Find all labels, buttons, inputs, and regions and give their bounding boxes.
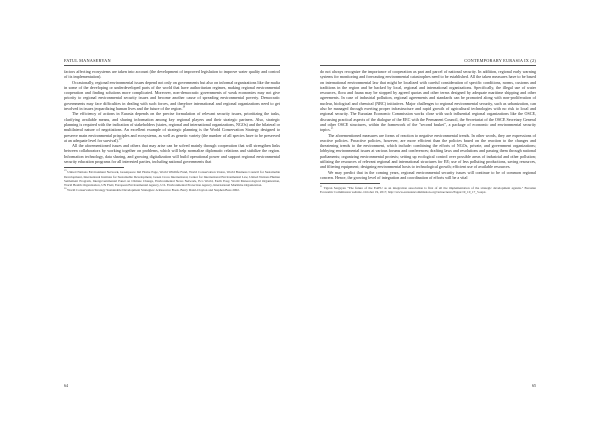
footnote-19 — [64, 169, 280, 186]
left-page — [64, 58, 280, 388]
footnote-rule-right — [320, 183, 380, 184]
running-head-author: FATUL MANASERYAN — [64, 58, 111, 63]
page-number-right: 65 — [532, 383, 536, 388]
footnote-19-number: 19 — [64, 169, 67, 173]
right-page — [320, 58, 536, 388]
footnote-20 — [64, 187, 280, 192]
right-paragraph-2: The aforementioned measures are forms of reaction to negative environmental trends. In other words, they are expressions of reactive policies. Proactive policies, however, are more efficient than the policies based on the reaction to the changes and threatening trends to the environment, which include: combining the efforts of NGOs, private, and government organizations; lobbying environmental issues at various forums and conferences; drafting laws and resolutions and passing them through national parliaments; organizing environmental protests; setting up ecological control over possible areas of industrial and other pollution; utilizing the resources of relevant regional and international structures for EE; use of less polluting productions, saving resources, and filtering equipment; designing environmental hosts to technological growth; efficient use of available resources. — [320, 132, 536, 170]
right-footnotes — [320, 185, 536, 194]
left-footnotes — [64, 169, 280, 192]
footnote-ref-20: 20 — [118, 137, 122, 141]
footnote-19-text: United Nations Environment Network, Greenpeace Intl Home Page, World Wildlife Fund, World Conservation Union, World Business Council for Sustainable Development, International Institute for Sustainable Development, Green Cross International, Center for International Environmental Law, United Nations Human Settlement Program, Intergovernmental Panel on Climate Change, Environmental News Network, Eco World, Earth Easy, World Meteorological Organization, World Health Organization, UN FAO, European Environmental Agency, U.S. Environmental Protection Agency, International Maritime Organization. — [64, 170, 280, 187]
footnote-rule-left — [64, 167, 124, 168]
footnote-21-text: Tigran Sargsyan "The future of the EAEU as an integration association is first of all the implementation of the strategic development agenda." Eurasian Economic Commission website. October 19, 2017, http://www.eurasiancommission.org/ru/nae/news/Pages/19_10_17_5.aspx. — [320, 186, 537, 195]
left-paragraph-2-text: Occasionally, regional environmental issues depend not only on governments but also on informal organizations like the mafia in some of the developing or underdeveloped parts of the world that have authoritarian regimes, making regional environmental cooperation and finding solutions more complicated. Moreover, non-democratic governments of weak economies may not give priority to regional environmental security issues and become another cause of spreading environmental poverty. Democratic governments may face difficulties in dealing with such forces, and therefore international and regional organizations need to get involved in issues jeopardizing human lives and the future of the region. — [64, 79, 280, 112]
footnote-21 — [320, 185, 536, 194]
running-head-left — [64, 58, 280, 66]
left-body-text — [64, 69, 280, 164]
left-paragraph-3 — [64, 111, 280, 143]
right-body-text — [320, 69, 536, 180]
running-head-right — [320, 58, 536, 66]
left-paragraph-1: factors affecting ecosystems are taken into account (the development of improved legislation to improve water quality and control of its implementation). — [64, 69, 280, 80]
right-paragraph-1-text: do not always recognize the importance of cooperation as part and parcel of national security. In addition, regional early warning systems for monitoring and forecasting environmental catastrophes need to be established. All the taken measures have to be based on international environmental law that might be localized with careful consideration of specific conditions, norms, customs and traditions in the region and be backed by local, regional and international organizations. Specifically, the illegal use of water resources, flora and fauna may be stopped by agreed quotas and other terms designed by adequate maritime shipping and other agreements. In case of industrial pollution, regional agreements and standards can be promoted along with non-proliferation of nuclear, biological and chemical (NBC) initiatives. Major challenges to regional environmental security, such as urbanization, can also be managed through exerting proper infrastructure and rapid growth of agricultural technologies with no risk to local and regional security. The Eurasian Economic Commission works close with such influential regional organizations like the OSCE, discussing practical aspects of the dialogue of the EEC with the Permanent Council, the Secretariat of the OSCE Secretary General and other OSCE structures, within the framework of the "second basket", a package of economic and environmental security topics. — [320, 69, 536, 133]
footnote-21-number: 21 — [320, 185, 323, 189]
page-number-left: 64 — [64, 383, 68, 388]
footnote-20-text: World Conservation Strategy Sustainable Development Strategies: A Resource Book. Barry Dalal-Clayton and Stephen Bass 2002. — [67, 187, 240, 192]
left-paragraph-2 — [64, 80, 280, 112]
right-paragraph-3: We may predict that in the coming years, regional environmental security issues will continue to be of common regional concern. Hence, the growing level of integration and coordination of efforts will be a vital — [320, 169, 536, 180]
footnote-ref-19: 19 — [182, 105, 186, 109]
running-head-journal: CONTEMPORARY EURASIA IX (2) — [464, 58, 536, 63]
right-paragraph-1 — [320, 69, 536, 133]
footnote-20-number: 20 — [64, 186, 67, 190]
left-paragraph-3-text: The efficiency of actions in Eurasia depends on the precise formulation of relevant security issues, prioritizing the tasks, clarifying available means, and sharing information among key regional players and their strategic partners. Also, strategic planning is required with the indication of stakeholders (states, regional and international organizations, NGOs) and the bilateral or multilateral nature of negotiations. An excellent example of strategic planning is the World Conservation Strategy designed to preserve main environmental principles and ecosystems, as well as genetic variety (the number of all species have to be preserved at an adequate level for survival). — [64, 111, 280, 143]
footnote-ref-21: 21 — [330, 126, 334, 130]
left-paragraph-4: All the aforementioned issues and others that may arise can be solved mainly through cooperation that will strengthen links between collaborators by working together on problems, which will help normalize diplomatic relations and stabilize the region. Information technology, data sharing, and growing digitalization will build operational power and support regional environmental security education programs for all interested parties, including national governments that — [64, 143, 280, 165]
